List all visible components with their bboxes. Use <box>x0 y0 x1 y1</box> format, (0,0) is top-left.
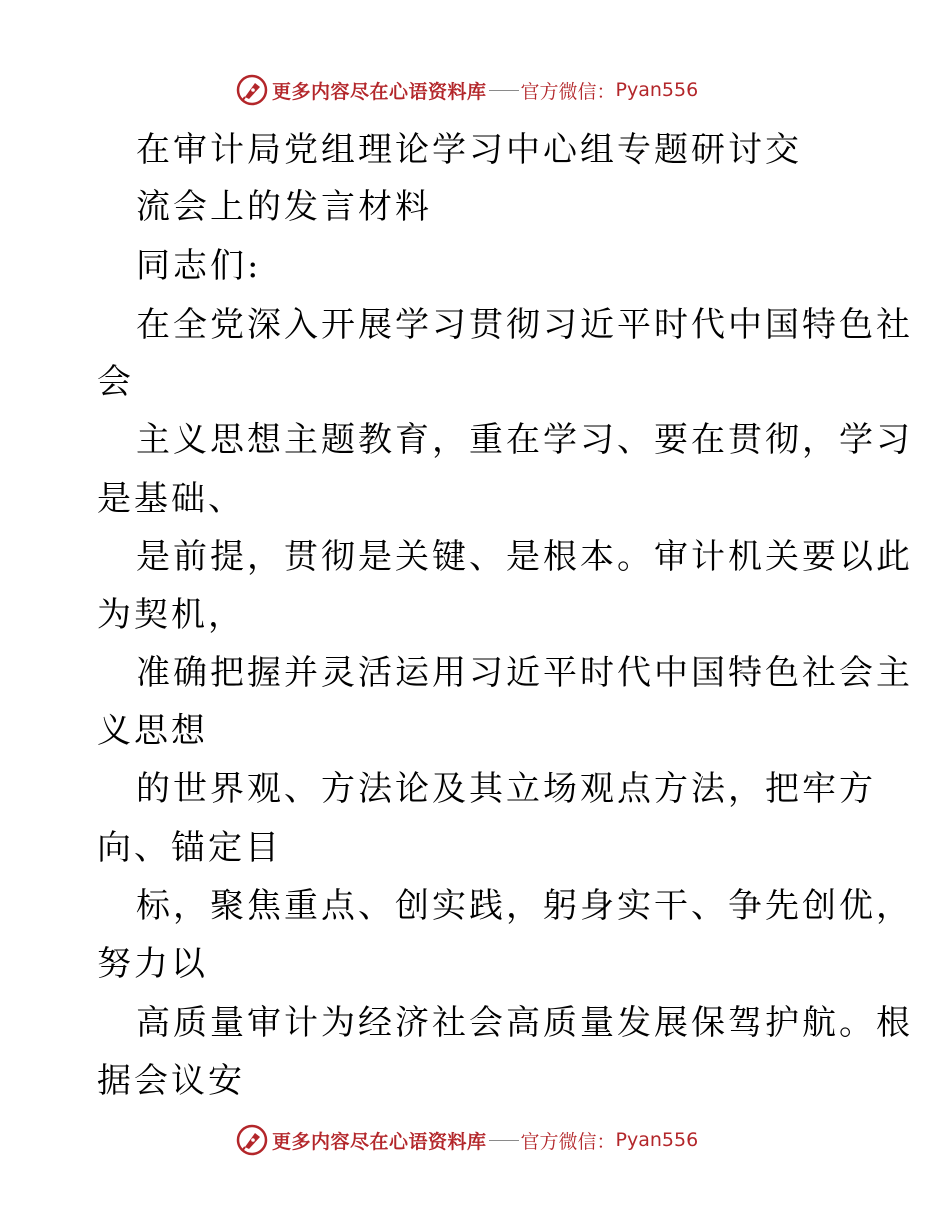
paragraph-line: 高质量审计为经济社会高质量发展保驾护航。根 <box>136 1003 913 1043</box>
paragraph-line: 向、锚定目 <box>97 828 282 868</box>
paragraph-line: 是前提，贯彻是关键、是根本。审计机关要以此 <box>136 537 913 577</box>
paragraph-line: 据会议安 <box>97 1061 245 1101</box>
paragraph-line: 标，聚焦重点、创实践，躬身实干、争先创优， <box>136 886 913 926</box>
footer-banner-content <box>236 1124 698 1156</box>
header-banner-content <box>236 74 698 106</box>
paragraph-line: 是基础、 <box>97 479 245 519</box>
banner-divider <box>489 1140 519 1141</box>
banner-wechat-label: 官方微信： <box>520 1130 616 1153</box>
paragraph-line: 努力以 <box>97 944 208 984</box>
header-banner <box>0 70 950 110</box>
pen-nib-logo-icon <box>236 74 268 106</box>
paragraph-line: 在全党深入开展学习贯彻习近平时代中国特色社 <box>136 305 913 345</box>
footer-banner <box>0 1120 950 1160</box>
pen-nib-logo-icon <box>236 1124 268 1156</box>
paragraph-line: 义思想 <box>97 711 208 751</box>
title-line-1: 在审计局党组理论学习中心组专题研讨交 <box>136 130 802 170</box>
banner-wechat-id: Pyan556 <box>615 1129 699 1151</box>
banner-divider <box>489 90 519 91</box>
paragraph-line: 的世界观、方法论及其立场观点方法，把牢方 <box>136 769 876 809</box>
salutation: 同志们: <box>136 246 262 286</box>
banner-wechat-id: Pyan556 <box>615 79 699 101</box>
title-line-2: 流会上的发言材料 <box>136 187 432 227</box>
paragraph-line: 准确把握并灵活运用习近平时代中国特色社会主 <box>136 653 913 693</box>
banner-slogan: 更多内容尽在心语资料库 <box>272 80 487 103</box>
paragraph-line: 会 <box>97 362 134 402</box>
banner-wechat-label: 官方微信： <box>520 80 616 103</box>
banner-slogan: 更多内容尽在心语资料库 <box>272 1130 487 1153</box>
paragraph-line: 主义思想主题教育，重在学习、要在贯彻，学习 <box>136 420 913 460</box>
paragraph-line: 为契机， <box>97 595 245 635</box>
